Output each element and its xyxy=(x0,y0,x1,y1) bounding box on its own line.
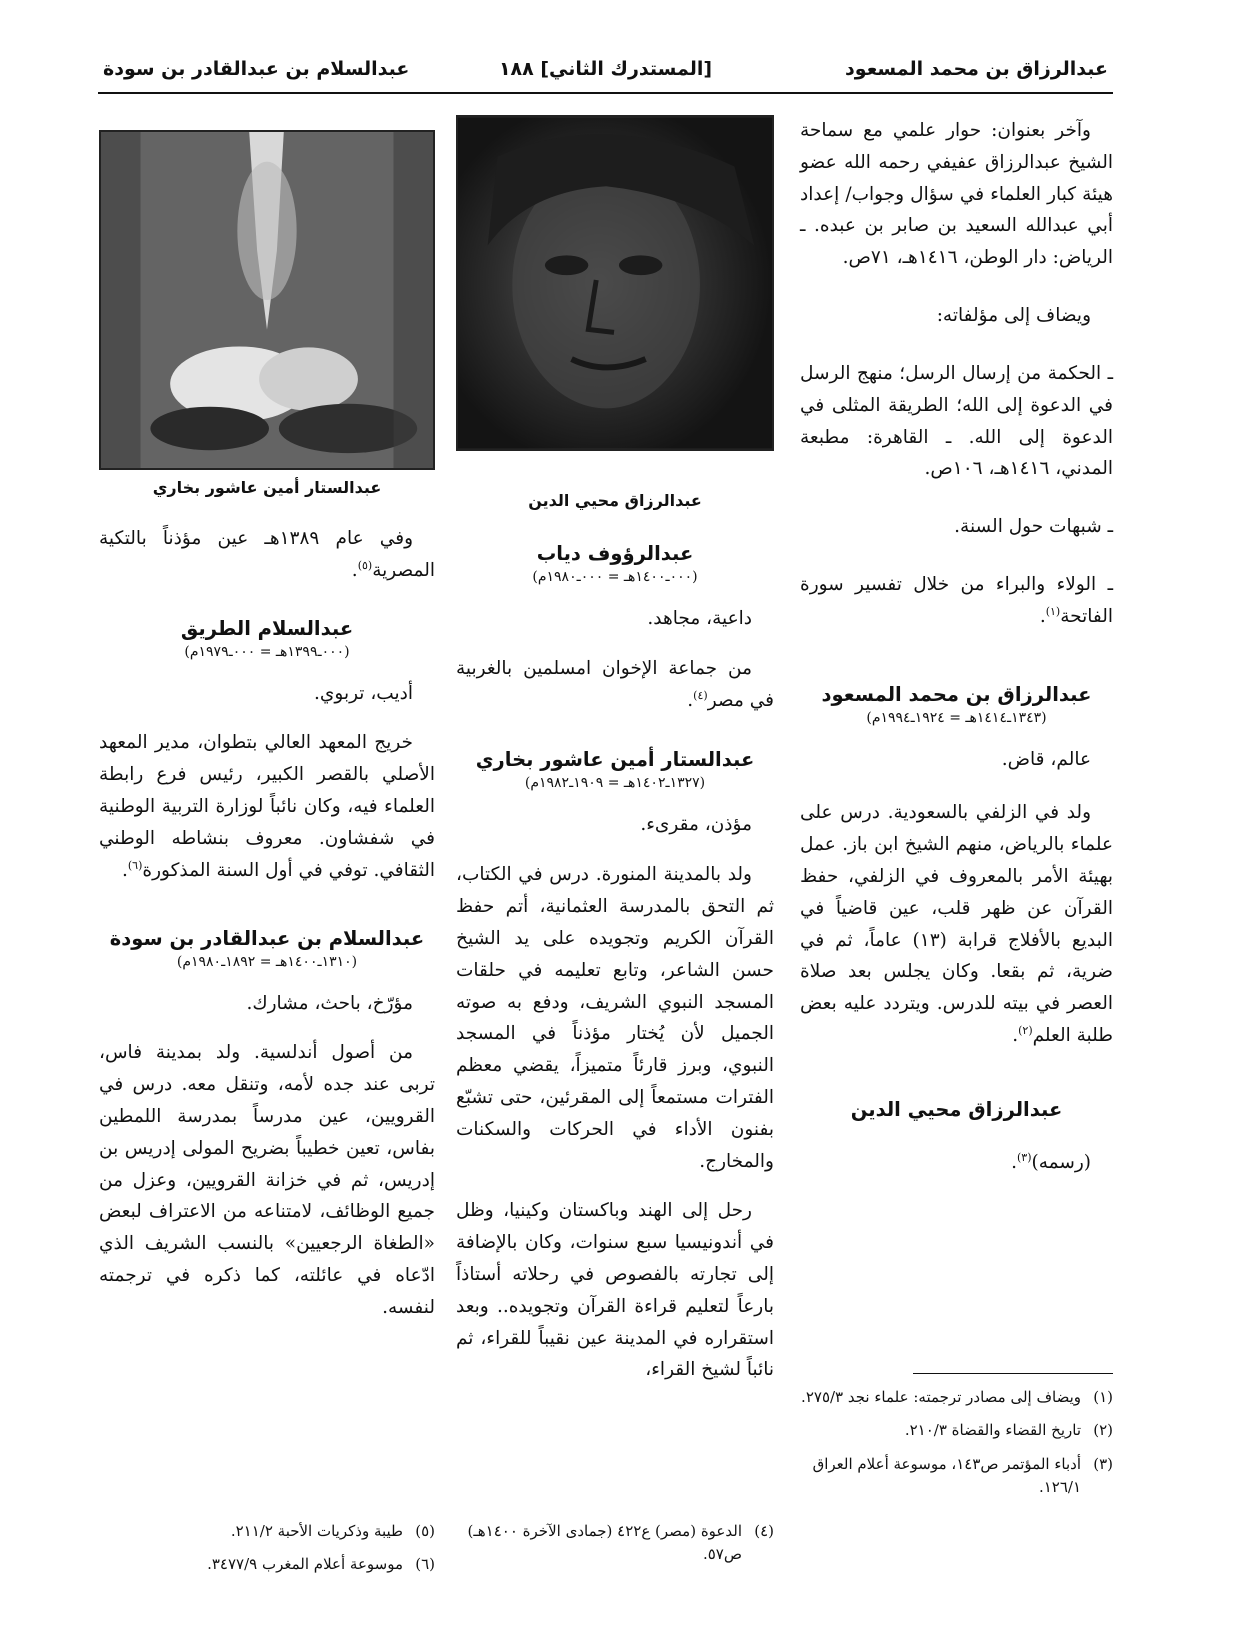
footnote-number: (٣) xyxy=(1093,1454,1113,1473)
entry-role: مؤرّخ، باحث، مشارك. xyxy=(246,992,413,1014)
entry-title: عبدالرزاق محيي الدين xyxy=(850,1097,1063,1121)
footnote-ref: (٢) xyxy=(1018,1023,1033,1037)
footnote-number: (٦) xyxy=(415,1555,435,1574)
entry-title: عبدالرؤوف دياب xyxy=(536,542,694,565)
portrait-photo xyxy=(456,115,774,451)
footnote-text: موسوعة أعلام المغرب ٣٤٧٧/٩. xyxy=(207,1555,403,1574)
footnote xyxy=(800,1419,1113,1442)
header-left-title: عبدالسلام بن عبدالقادر بن سودة xyxy=(103,58,410,80)
paragraph: ـ الحكمة من إرسال الرسل؛ منهج الرسل في الدعوة إلى الله؛ الطريقة المثلى في الدعوة إلى الله. ـ القاهرة: مطبعة المدني، ١٤١٦هـ، ١٠٦ص. xyxy=(800,362,1113,480)
entry-text-body: خريج المعهد العالي بتطوان، مدير المعهد الأصلي بالقصر الكبير، رئيس فرع رابطة العلماء فيه، وكان نائباً لوزارة التربية الوطنية في شفشاون. معروف بنشاطه الوطني الثقافي. توفي في أول السنة المذكورة xyxy=(99,732,435,881)
photo-caption: عبدالستار أمين عاشور بخاري xyxy=(152,478,382,497)
paragraph: ـ الولاء والبراء من خلال تفسير سورة الفاتحة$^{(١)}$. xyxy=(800,573,1113,627)
footnote-text: الدعوة (مصر) ع٤٢٢ (جمادى الآخرة ١٤٠٠هـ) ص٥٧. xyxy=(467,1522,742,1564)
footnote-number: (٥) xyxy=(415,1522,435,1540)
footnote-ref: (١) xyxy=(1045,604,1061,618)
header-right-title: عبدالرزاق بن محمد المسعود xyxy=(845,58,1108,80)
footnote-ref: (٦) xyxy=(127,858,143,872)
running-header xyxy=(98,50,1113,94)
entry-dates: (٠٠٠ـ١٣٩٩هـ = ٠٠٠ـ١٩٧٩م) xyxy=(184,643,350,660)
entry-dates: (١٣٤٣ـ١٤١٤هـ = ١٩٢٤ـ١٩٩٤م) xyxy=(866,709,1047,726)
footnote-ref: (٤) xyxy=(693,688,708,702)
paragraph: وآخر بعنوان: حوار علمي مع سماحة الشيخ عبدالرزاق عفيفي رحمه الله عضو هيئة كبار العلماء في سؤال وجواب/ إعداد أبي عبدالله السعيد بن صابر بن عبده. ـ الرياض: دار الوطن، ١٤١٦هـ، ٧١ص. xyxy=(800,120,1113,269)
footnote xyxy=(800,1386,1113,1409)
footnote-number: (٢) xyxy=(1093,1421,1113,1440)
column-middle xyxy=(456,115,774,1404)
footnote-number: (١) xyxy=(1093,1388,1113,1406)
photo-caption: عبدالرزاق محيي الدين xyxy=(528,491,702,510)
entry-text-body: من جماعة الإخوان امسلمين بالغربية في مصر xyxy=(456,657,774,711)
entry-role: مؤذن، مقرىء. xyxy=(640,814,752,836)
footnote xyxy=(800,1453,1113,1500)
footnote-text: ويضاف إلى مصادر ترجمته: علماء نجد ٢٧٥/٣. xyxy=(801,1388,1081,1406)
paragraph-text: وفي عام ١٣٨٩هـ عين مؤذناً بالتكية المصرية xyxy=(99,528,435,581)
footnote xyxy=(456,1520,774,1567)
header-page-number: [المستدرك الثاني] ١٨٨ xyxy=(498,58,713,80)
entry-dates: (١٣١٠ـ١٤٠٠هـ = ١٨٩٢ـ١٩٨٠م) xyxy=(176,953,358,970)
column-left xyxy=(99,130,435,1342)
footnotes-right xyxy=(800,1373,1113,1509)
footnote-ref: (٣) xyxy=(1017,1150,1032,1164)
paragraph-text: ـ الولاء والبراء من خلال تفسير سورة الفاتحة xyxy=(800,573,1113,627)
entry-title: عبدالسلام الطريق xyxy=(180,616,354,640)
footnotes-left xyxy=(99,1520,435,1587)
footnote-text: تاريخ القضاء والقضاة ٢١٠/٣. xyxy=(904,1421,1081,1440)
paragraph: وفي عام ١٣٨٩هـ عين مؤذناً بالتكية المصرية$^{(٥)}$. xyxy=(99,528,435,581)
footnote-number: (٤) xyxy=(754,1522,774,1540)
entry-title: عبدالستار أمين عاشور بخاري xyxy=(475,748,755,772)
footnote xyxy=(99,1553,435,1576)
entry-title: عبدالرزاق بن محمد المسعود xyxy=(821,682,1092,706)
entry-text: (رسمه)$^{(٣)}$. xyxy=(1011,1150,1091,1173)
footnote-ref: (٥) xyxy=(357,558,373,572)
entry-text-body: (رسمه) xyxy=(1031,1151,1091,1173)
portrait-photo xyxy=(99,130,435,470)
entry-text: ولد في الزلفي بالسعودية. درس على علماء بالرياض، منهم الشيخ ابن باز. عمل بهيئة الأمر بالمعروف في الزلفي، حفظ القرآن عن ظهر قلب، عين قاضياً في البديع بالأفلاج قرابة (١٣) عاماً، ثم في ضرية، ثم بقعا. وكان يجلس بعد صلاة العصر في بيته للدرس. ويتردد عليه بعض طلبة العلم$^{(٢)}$. xyxy=(800,802,1113,1047)
entry-text-body: ولد في الزلفي بالسعودية. درس على علماء بالرياض، منهم الشيخ ابن باز. عمل بهيئة الأمر بالمعروف في الزلفي، حفظ القرآن عن ظهر قلب، عين قاضياً في البديع بالأفلاج قرابة (١٣) عاماً، ثم في ضرية، ثم بقعا. وكان يجلس بعد صلاة العصر في بيته للدرس. ويتردد عليه بعض طلبة العلم xyxy=(800,802,1113,1047)
footnote xyxy=(99,1520,435,1543)
entry-role: عالم، قاض. xyxy=(1001,748,1091,770)
entry-role: أديب، تربوي. xyxy=(314,682,413,704)
entry-dates: (١٣٢٧ـ١٤٠٢هـ = ١٩٠٩ـ١٩٨٢م) xyxy=(524,775,706,792)
footnote-text: أدباء المؤتمر ص١٤٣، موسوعة أعلام العراق ١٢٦/١. xyxy=(812,1454,1081,1496)
entry-text: ولد بالمدينة المنورة. درس في الكتاب، ثم التحق بالمدرسة العثمانية، أتم حفظ القرآن الكريم وتجويده على يد الشيخ حسن الشاعر، وتابع تعليمه في حلقات المسجد النبوي الشريف، ودفع به صوته الجميل لأن يُختار مؤذناً في المسجد النبوي، وبرز قارئاً متميزاً، يقضي معظم الفترات مستمعاً إلى المقرئين، حتى تشبّع بفنون الأداء في الحركات والسكنات والمخارج. xyxy=(456,864,774,1172)
entry-text: خريج المعهد العالي بتطوان، مدير المعهد الأصلي بالقصر الكبير، رئيس فرع رابطة العلماء فيه، وكان نائباً لوزارة التربية الوطنية في شفشاون. معروف بنشاطه الوطني الثقافي. توفي في أول السنة المذكورة$^{(٦)}$. xyxy=(99,732,435,881)
column-right xyxy=(800,115,1113,1197)
entry-title: عبدالسلام بن عبدالقادر بن سودة xyxy=(109,926,425,950)
paragraph: ـ شبهات حول السنة. xyxy=(954,516,1113,538)
footnote-text: طيبة وذكريات الأحبة ٢١١/٢. xyxy=(230,1522,403,1540)
entry-text: رحل إلى الهند وباكستان وكينيا، وظل في أندونيسيا سبع سنوات، وكان بالإضافة إلى تجارته بالفصوص في رحلاته أستاذاً بارعاً لتعليم قراءة القرآن وتجويده.. وبعد استقراره في المدينة عين نقيباً للقراء، ثم نائباً لشيخ القراء، xyxy=(456,1200,774,1381)
entry-role: داعية، مجاهد. xyxy=(647,608,752,629)
entry-text: من أصول أندلسية. ولد بمدينة فاس، تربى عند جده لأمه، وتنقل معه. درس في القرويين، عين مدرساً بمدرسة اللمطين بفاس، تعين خطيباً بضريح المولى إدريس بن إدريس، ثم في خزانة القرويين، وعزل من جميع الوظائف، لامتناعه من الاعتراف لبعض «الطغاة الرجعيين» بالنسب الشريف الذي ادّعاه في عائلته، كما ذكره في ترجمته لنفسه. xyxy=(99,1042,435,1318)
entry-text: من جماعة الإخوان امسلمين بالغربية في مصر$^{(٤)}$. xyxy=(456,657,774,711)
footnotes-middle xyxy=(456,1520,774,1577)
footnote-separator xyxy=(913,1373,1113,1374)
paragraph: ويضاف إلى مؤلفاته: xyxy=(936,305,1091,327)
entry-dates: (٠٠٠ـ١٤٠٠هـ = ٠٠٠ـ١٩٨٠م) xyxy=(532,569,698,585)
